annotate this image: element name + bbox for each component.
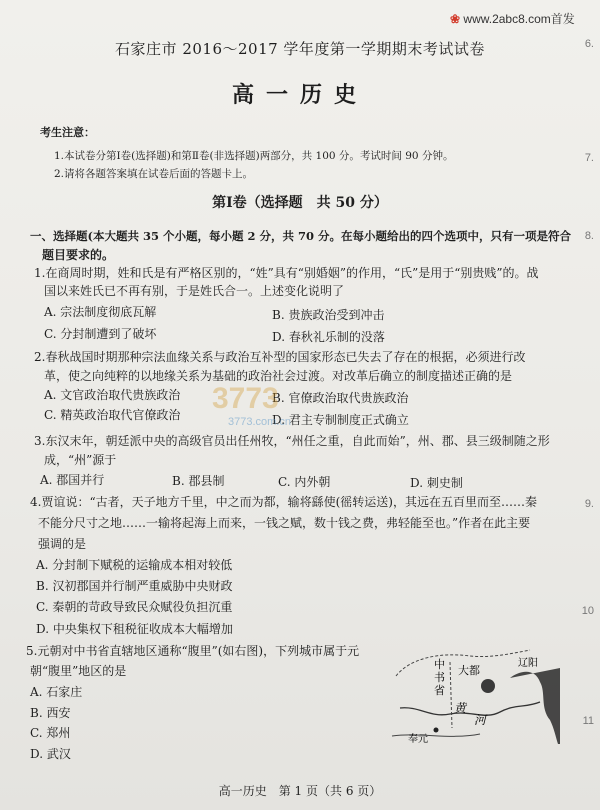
question-5-stem: 5.元朝对中书省直辖地区通称“腹里”(如右图)，下列城市属于元 (26, 644, 360, 658)
map-label: 辽阳 (518, 658, 538, 669)
question-3-option-c: C. 内外朝 (278, 475, 331, 489)
page-footer: 高一历史 第 1 页（共 6 页） (218, 784, 382, 798)
side-number: 10 (581, 605, 594, 617)
question-3-stem: 3.东汉末年，朝廷派中央的高级官员出任州牧，“州任之重，自此而始”，州、郡、县三级制随之形 (34, 434, 550, 448)
side-number: 8. (584, 230, 594, 242)
notice-line: 2.请将各题答案填在试卷后面的答题卡上。 (54, 168, 254, 180)
notice-heading: 考生注意： (40, 126, 95, 139)
notice-line: 1.本试卷分第Ⅰ卷(选择题)和第Ⅱ卷(非选择题)两部分，共 100 分。考试时间 90 分钟。 (54, 150, 454, 162)
question-4-stem: 不能分尺寸之地……一输将起海上而来，一钱之赋，数十钱之费，弗轻能至也。”作者在此主要 (38, 516, 531, 530)
exam-title: 石家庄市 2016～2017 学年度第一学期期末考试试卷 (115, 40, 485, 58)
site-watermark (450, 10, 575, 27)
question-4-stem: 4.贾谊说：“古者，天子地方千里，中之而为都，输将繇使(徭转运送)，其远在五百里而至……秦 (30, 495, 537, 509)
watermark-logo-icon: ❀ (450, 12, 461, 26)
side-number: 11 (582, 715, 594, 727)
map-label: 奉元 (408, 734, 428, 744)
section-intro: 题目要求的。 (42, 248, 115, 262)
question-2-stem: 革，使之向纯粹的以地缘关系为基础的政治社会过渡。对改革后确立的制度描述正确的是 (44, 369, 513, 383)
question-3-option-b: B. 郡县制 (172, 474, 225, 488)
question-4-option-b: B. 汉初郡国并行制严重威胁中央财政 (36, 579, 233, 593)
map-label: 中 (434, 658, 445, 671)
question-4-stem: 强调的是 (38, 537, 87, 551)
map-label: 黄 (454, 701, 467, 715)
question-4-option-d: D. 中央集权下租税征收成本大幅增加 (36, 622, 233, 636)
part-title: 第Ⅰ卷（选择题 共 50 分） (212, 195, 388, 211)
question-3-option-d: D. 刺史制 (410, 476, 463, 490)
center-watermark-logo: 3773 (212, 382, 279, 415)
side-number: 7. (584, 152, 594, 164)
side-number: 9. (584, 498, 594, 510)
question-1-option-d: D. 春秋礼乐制的没落 (272, 330, 385, 344)
side-number: 6. (584, 38, 594, 50)
map-label: 书 (434, 671, 445, 684)
question-1-option-c: C. 分封制遭到了破坏 (44, 327, 157, 341)
question-2-option-b: B. 官僚政治取代贵族政治 (272, 391, 409, 405)
yuan-fuli-map (390, 648, 560, 744)
question-1-option-a: A. 宗法制度彻底瓦解 (44, 305, 157, 319)
question-5-stem: 朝“腹里”地区的是 (30, 664, 127, 678)
question-3-option-a: A. 郡国并行 (40, 473, 105, 487)
question-3-stem: 成，“州”源于 (44, 453, 117, 467)
question-1-stem: 国以来姓氏已不再有别，于是姓氏合一。上述变化说明了 (44, 284, 345, 298)
center-watermark-url: 3773.com.cn (228, 416, 291, 428)
map-label: 河 (474, 713, 487, 727)
question-2-option-d: D. 君主专制制度正式确立 (272, 413, 409, 427)
question-2-stem: 2.春秋战国时期那种宗法血缘关系与政治互补型的国家形态已失去了存在的根据，必须进行改 (34, 350, 526, 364)
section-intro: 一、选择题(本大题共 35 个小题，每小题 2 分，共 70 分。在每小题给出的四个选项中，只有一项是符合 (30, 229, 571, 243)
question-4-option-a: A. 分封制下赋税的运输成本相对较低 (36, 558, 233, 572)
map-label: 省 (434, 684, 445, 697)
question-5-option-a: A. 石家庄 (30, 685, 83, 699)
question-4-option-c: C. 秦朝的苛政导致民众赋役负担沉重 (36, 600, 233, 614)
site-watermark-text: www.2abc8.com首发 (463, 12, 575, 26)
subject-title: 高一历史 (231, 82, 368, 108)
question-5-option-b: B. 西安 (30, 706, 71, 720)
question-2-option-c: C. 精英政治取代官僚政治 (44, 408, 181, 422)
map-label: 大都 (458, 664, 480, 677)
map-drawing (390, 648, 560, 744)
question-2-option-a: A. 文官政治取代贵族政治 (44, 388, 181, 402)
question-1-stem: 1.在商周时期，姓和氏是有严格区别的，“姓”具有“别婚姻”的作用，“氏”是用于“别贵贱”的。战 (34, 266, 539, 280)
question-5-option-c: C. 郑州 (30, 726, 71, 740)
question-1-option-b: B. 贵族政治受到冲击 (272, 308, 385, 322)
question-5-option-d: D. 武汉 (30, 747, 71, 761)
